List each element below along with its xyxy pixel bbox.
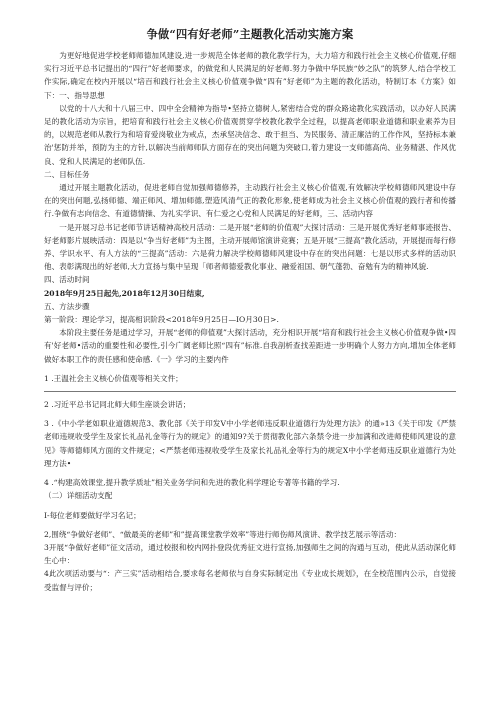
study-item-2: 2 .习近平总书记同北师大师生座谈会讲话；: [44, 400, 191, 410]
section-heading-goals: 二、目标任务: [44, 169, 90, 179]
arrangement-item-1: I-每位老师要做好学习名记；: [44, 510, 141, 520]
arrangement-item-3: 3开展“争做好老师”征文活动，通过校报和校内网扑登段优秀征文进行宣扬,加强师生之间的沟通与互动，使此从活动深化师生心中：: [44, 542, 456, 566]
divider: [44, 391, 456, 392]
goals-paragraph: 通过开展主题教化活动，促进老师自觉加强师德修养，主动践行社会主义核心价值观,有效解决学校师德师风建设中存在的突出何题,弘扬师德、端正师风、增加师德,塑造风清气正的教化形象,使老师成为社会主义核心价值观的践行者和传播行.争做有志向信念、有道德情操、为礼实学识、有仁爱之心党和人民满足的好老师，三、活动内容: [44, 183, 456, 219]
activity-content-paragraph: 一是开展习总书记老师节讲话精神高校月活动：二是开展“老师的价值观”大探讨活动：三是开展优秀好老师事迹报告、好老师影片展映活动：四是以“争当好老师”为主图，主动开展师馆演讲竞赛；五是开展“三提高”教化活动，开展提而每行修养、学识水平、有人方法的“三提高”活动：六是荷力解决学校师德师风建设中存在的突出问题：七是以形式多样的活动识他、表彰满现出的好老师,大力宣扬与集中呈现「师者师德爱教化事业、融爱祖国、朝气蓬勃、奋勉有为的精神风貌.: [44, 222, 456, 272]
document-title: 争做“四有好老师”主题教化活动实施方案: [146, 27, 354, 41]
section-heading-time: 四、活动时间: [44, 275, 90, 285]
activity-dates: 2018年9月25日起先,2018年12月30日结束,: [44, 288, 205, 298]
intro-paragraph: 为更好地促进学校老师师德加风建设,进一步规范全体老师的教化教学行为，大力培方和践行社会主义核心价值观,仔细实行习近平总书记提出的“四行”好老师要求，的做党和人民满足的好老师.努力争做中华民族“妙之队”的筑梦人,结合学校工作实际,确定在校内开展以“培百和践行社会主义核心价值观争做“四有”好老师”为主题的教化活动，特制订本《方案》如下：一、指导思想: [44, 51, 456, 100]
study-item-3: 3 .《中小学老如职业道德规范3、教化部《关于印发V中小学老师违反职业道德行为处理方法》的通»13《关于印发《严禁老师违规收受学生及家长礼品礼金等行为的规定》的通知9?关于贯彻教化部六条禁令进一步加满和改进师使师风建设的意见》等师德师风方面的文件规定；<严禁老师违视收受学生及家长礼品礼金等行为的规定X中小学老师违反职业道德行为处理方法•: [44, 419, 456, 468]
arrangement-item-2: 2,围绕“争做好老师”、“做最美的老师”和”提高课堂教学效率”等进行师伤师风演讲、教学技艺展示等活动：: [44, 529, 402, 539]
guiding-ideology-paragraph: 以党的十八大和十八届三中、四中全会精神为指导•坚持立德树人,紧密结合党的群众路途教化实践活动，以办好人民满足的教化活动为宗旨，把培育和践行社会主义核心价值观贯穿学校教化教学全过程，以提高老师职业道德和职业素养为目的，以规范老师从教行为和培育爱岗敬业为戒点，杰承坚决信念、敢于担当、为民服务、清正廉洁的工作作风，坚持标本兼治'惩防并举，预防为主的方针,以解决当前师师队方面存在的突出问题为突破口,着力建设一支师德高尚、业务精湛、作风优良、党和人民满足的老师队伍.: [44, 103, 456, 166]
section-heading-steps: 五、方法步骤: [44, 301, 90, 311]
phase-one-paragraph: 本阶段主要任务是通过学习，开展“老师的仰值观”大探讨活动，充分相识开展“培育和践行社会主义核心价值观争做•四有'好老师•活动的重要性和必要性,引今广阔老师比照“四有”标准.自我剖析查找差距进一步明确个人努力方向,增加全体老师做好本职工作的责任感和使命感.《一》学习的主要内件: [44, 328, 456, 364]
section-heading-arrangements: （二）详细活动支配: [44, 491, 113, 501]
arrangement-item-4: 4此次项活动要与“：产三实”活动相结合,要求每名老师依与自身实际制定出《专业成长规划》，在全校范围内公示，自觉接受监督与评价；: [44, 569, 456, 592]
study-item-4: 4 .“构建高效课堂,提升教学质址”相关业务学问和先进的教化科学理论专著等书籍的学习.: [44, 478, 340, 488]
study-item-1: 1 .王温社会主义核心价值观等相关文件；: [44, 373, 183, 383]
phase-one-heading: 第一阶段：理论学习，提高相识阶段<2018年9月25日—IO月30日>.: [44, 315, 279, 325]
